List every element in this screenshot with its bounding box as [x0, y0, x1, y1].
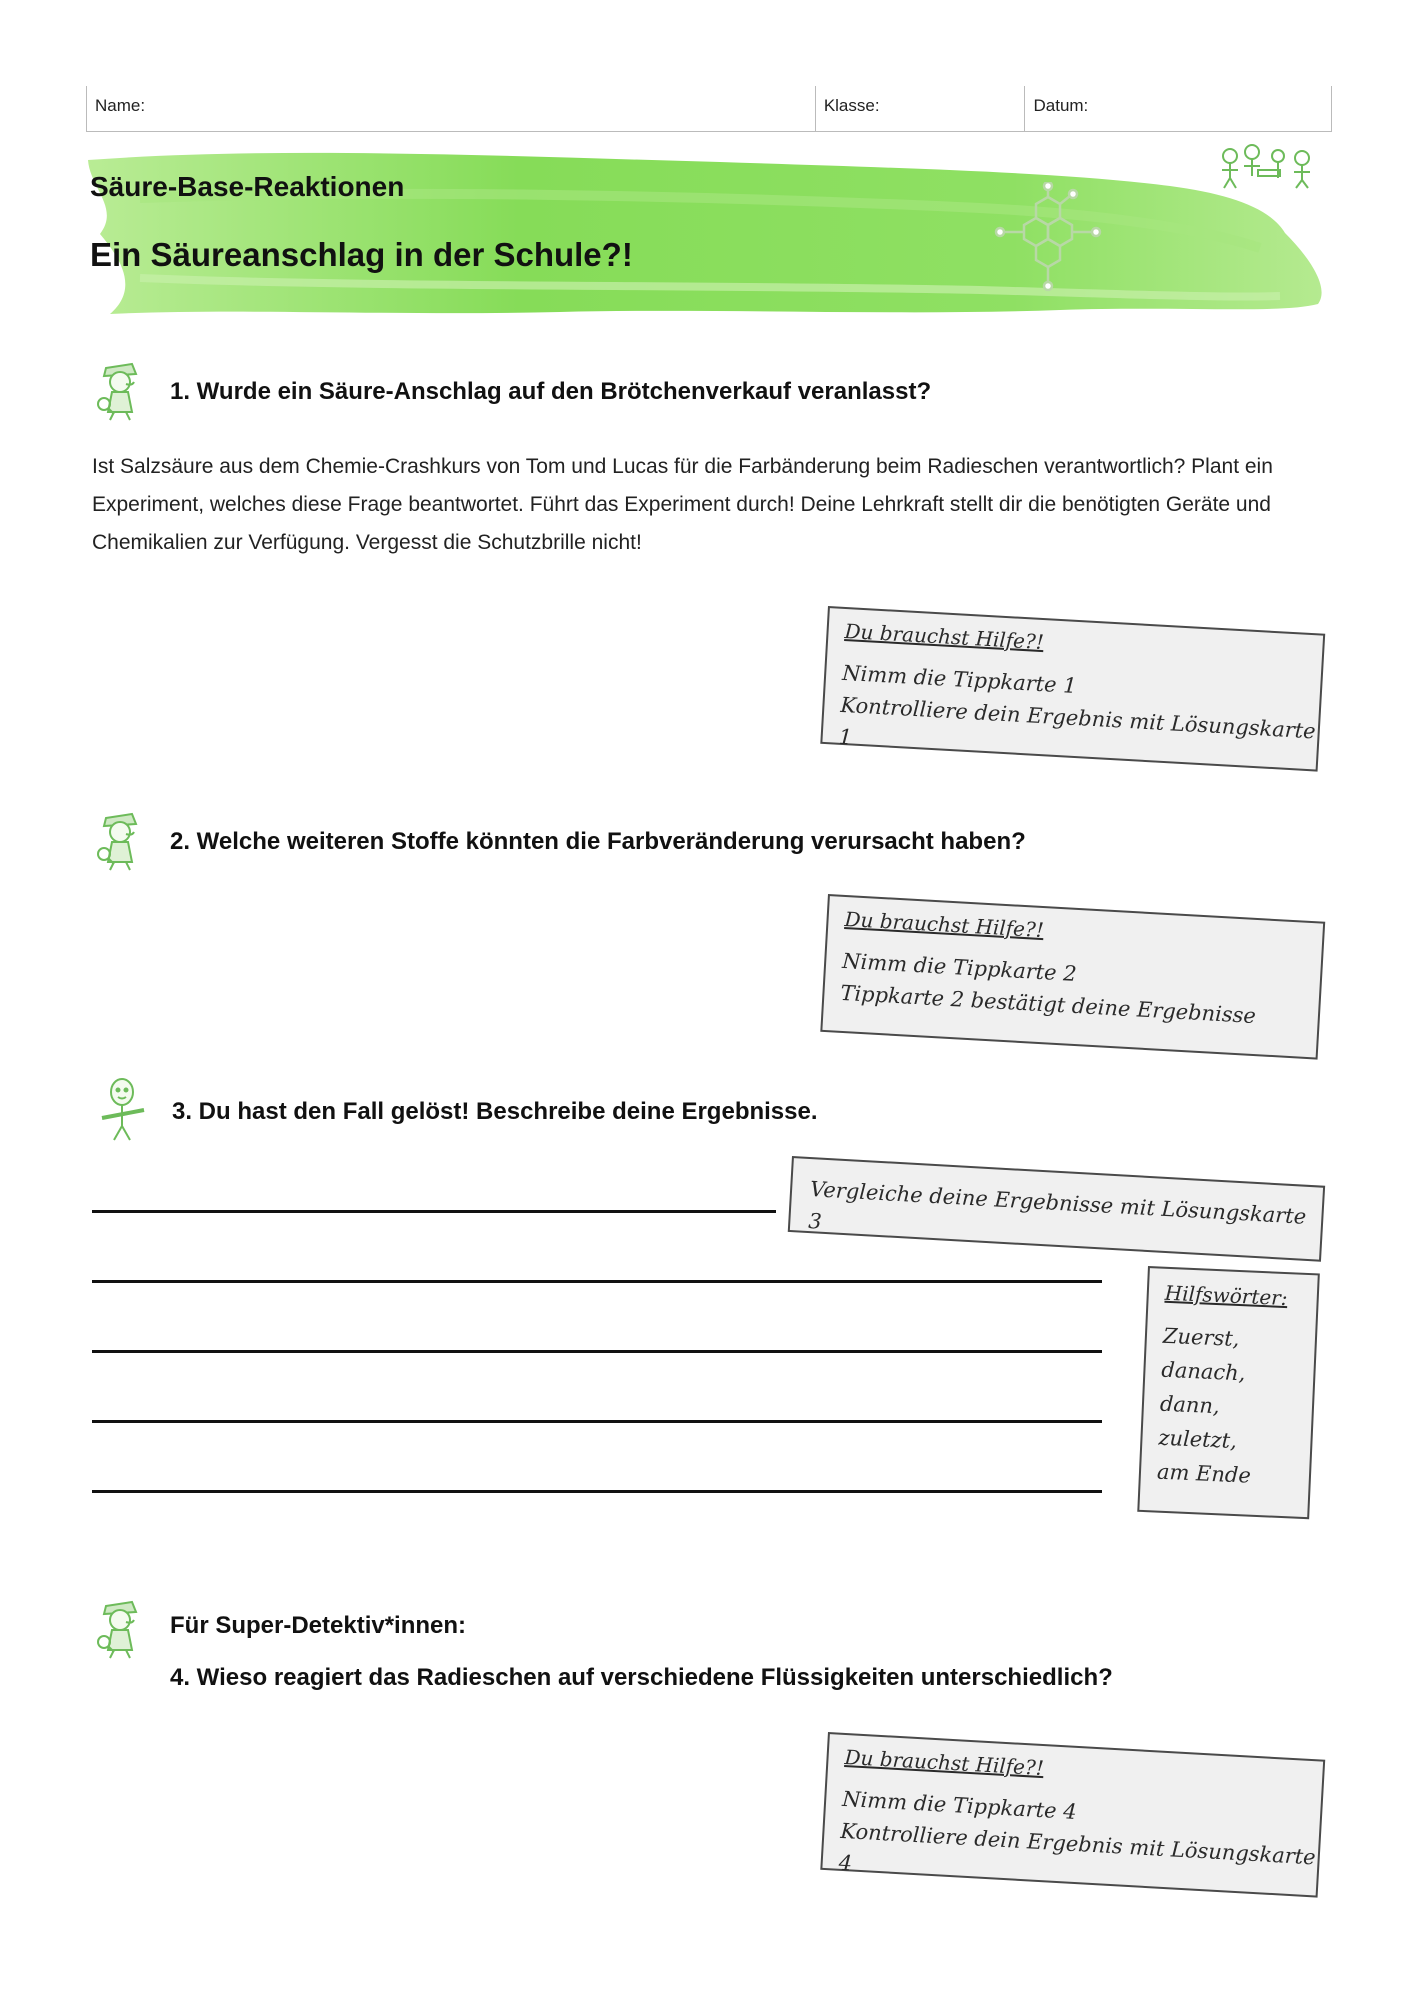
- task-1-title: 1. Wurde ein Säure-Anschlag auf den Brötchenverkauf veranlasst?: [170, 378, 932, 405]
- class-label: Klasse:: [823, 96, 880, 115]
- hint-card-4: [820, 1732, 1325, 1898]
- hint-card-heading: Du brauchst Hilfe?!: [843, 906, 1045, 943]
- answer-line[interactable]: [92, 1420, 1102, 1423]
- topic-heading: Säure-Base-Reaktionen: [90, 171, 405, 202]
- hint-card-heading: Du brauchst Hilfe?!: [843, 618, 1045, 655]
- name-field[interactable]: [87, 86, 816, 131]
- hint-card-heading: Du brauchst Hilfe?!: [843, 1744, 1045, 1781]
- answer-line[interactable]: [92, 1490, 1102, 1493]
- compare-text: Vergleiche deine Ergebnisse mit Lösungskarte 3: [807, 1177, 1307, 1234]
- answer-line[interactable]: [92, 1350, 1102, 1353]
- super-detective-label: Für Super-Detektiv*innen:: [170, 1612, 467, 1639]
- hint-card-line: Nimm die Tippkarte 1: [841, 660, 1078, 698]
- hint-card-line: Nimm die Tippkarte 4: [841, 1786, 1078, 1824]
- hint-card-line: Nimm die Tippkarte 2: [841, 948, 1078, 986]
- compare-card: [788, 1156, 1325, 1262]
- green-brush-banner: [80, 138, 1340, 328]
- molecule-icon: [988, 182, 1108, 302]
- task-1-text: Ist Salzsäure aus dem Chemie-Crashkurs von Tom und Lucas für die Farbänderung beim Radieschen verantwortlich? Plant ein Experiment, welches diese Frage beantwortet. Führt das Experiment durch! Deine Lehrkraft stellt dir die benötigten Geräte und Chemikalien zur Verfügung. Vergesst die Schutzbrille nicht!: [92, 455, 1273, 554]
- helpwords-heading: Hilfswörter:: [1164, 1280, 1289, 1311]
- task-3-title: 3. Du hast den Fall gelöst! Beschreibe deine Ergebnisse.: [172, 1098, 818, 1125]
- task-2-title: 2. Welche weiteren Stoffe könnten die Farbveränderung verursacht haben?: [170, 828, 1026, 855]
- helpword: dann,: [1159, 1391, 1221, 1419]
- kids-group-icon: [1216, 144, 1316, 190]
- hint-card-line: Kontrolliere dein Ergebnis mit Lösungskarte 4: [838, 1818, 1317, 1876]
- helpword: am Ende: [1156, 1459, 1252, 1488]
- header-table: [86, 86, 1332, 132]
- name-label: Name:: [95, 96, 146, 115]
- helpword: danach,: [1160, 1357, 1246, 1386]
- answer-line[interactable]: [92, 1280, 1102, 1283]
- kid-with-pencil-icon: [94, 1076, 152, 1142]
- detective-icon: [92, 806, 150, 872]
- detective-icon: [92, 1594, 150, 1660]
- detective-icon: [92, 356, 150, 422]
- helpword: zuletzt,: [1158, 1425, 1238, 1454]
- hint-card-line: Tippkarte 2 bestätigt deine Ergebnisse: [839, 980, 1257, 1029]
- helpword: Zuerst,: [1162, 1323, 1240, 1352]
- page-title: Ein Säureanschlag in der Schule?!: [90, 236, 633, 273]
- hint-card-line: Kontrolliere dein Ergebnis mit Lösungskarte 1: [838, 692, 1317, 750]
- date-label: Datum:: [1033, 96, 1089, 115]
- hint-card-1: [820, 606, 1325, 772]
- helpwords-card: [1137, 1266, 1320, 1519]
- hint-card-2: [820, 894, 1325, 1060]
- answer-line[interactable]: [92, 1210, 776, 1213]
- date-field[interactable]: [1025, 86, 1331, 131]
- class-field[interactable]: [816, 86, 1026, 131]
- task-4-title: 4. Wieso reagiert das Radieschen auf verschiedene Flüssigkeiten unterschiedlich?: [170, 1664, 1113, 1691]
